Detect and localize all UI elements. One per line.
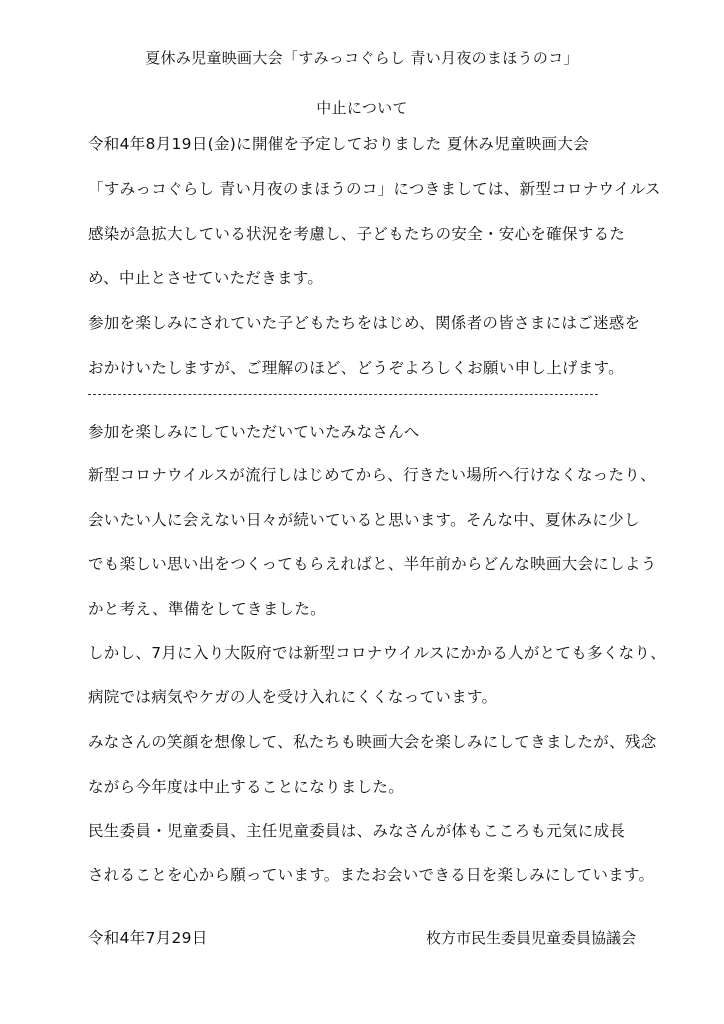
notice-line: 参加を楽しみにされていた子どもたちをはじめ、関係者の皆さまにはご迷惑を [88,314,641,332]
message-line: 会いたい人に会えない日々が続いていると思います。そんな中、夏休みに少し [88,511,640,529]
message-line: 病院では病気やケガの人を受け入れにくくなっています。 [88,688,498,706]
notice-line: おかけいたしますが、ご理解のほど、どうぞよろしくお願い申し上げます。 [88,359,624,377]
message-line: かと考え、準備をしてきました。 [88,600,326,618]
message-line: 民生委員・児童委員、主任児童委員は、みなさんが体もこころも元気に成長 [88,822,626,840]
footer-date: 令和4年7月29日 [88,929,208,947]
notice-line: 感染が急拡大している状況を考慮し、子どもたちの安全・安心を確保するた [88,225,626,243]
footer-organization: 枚方市民生委員児童委員協議会 [425,929,636,947]
notice-line: め、中止とさせていただきます。 [88,269,324,287]
notice-line: 令和4年8月19日(金)に開催を予定しておりました 夏休み児童映画大会 [88,135,589,153]
document-title: 夏休み児童映画大会「すみっコぐらし 青い月夜のまほうのコ」 [145,49,579,67]
notice-line: 「すみっコぐらし 青い月夜のまほうのコ」につきましては、新型コロナウイルス [88,180,661,198]
message-line: しかし、7月に入り大阪府では新型コロナウイルスにかかる人がとても多くなり、 [88,644,667,662]
message-line: されることを心から願っています。またお会いできる日を楽しみにしています。 [88,866,655,884]
message-line: みなさんの笑顔を想像して、私たちも映画大会を楽しみにしてきましたが、残念 [88,733,657,751]
message-line: でも楽しい思い出をつくってもらえればと、半年前からどんな映画大会にしよう [88,555,657,573]
message-heading: 参加を楽しみにしていただいていたみなさんへ [88,423,420,441]
document-subtitle: 中止について [316,99,408,117]
message-line: 新型コロナウイルスが流行しはじめてから、行きたい場所へ行けなくなったり、 [88,466,656,484]
section-divider [88,394,598,395]
message-line: ながら今年度は中止することになりました。 [88,778,405,796]
